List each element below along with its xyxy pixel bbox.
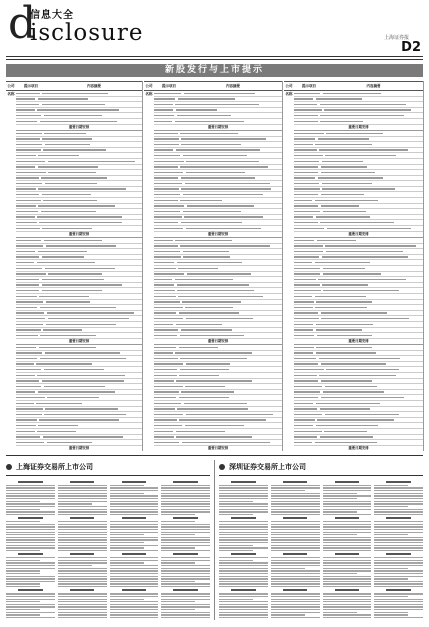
section-title-en: isclosure bbox=[30, 20, 144, 46]
listing-column-2 bbox=[144, 81, 283, 451]
column-header bbox=[144, 81, 282, 96]
section-title-cn: 信息大全 bbox=[30, 10, 74, 21]
announcement-title bbox=[6, 460, 210, 476]
page-number: D2 bbox=[401, 40, 421, 55]
text-column bbox=[161, 479, 210, 619]
column-header-summary: 内容摘要 bbox=[366, 84, 381, 88]
text-column bbox=[6, 479, 55, 619]
section-label: 重要日期安排 bbox=[294, 446, 423, 451]
listing-column-1 bbox=[6, 81, 143, 451]
announcement-title bbox=[219, 460, 423, 476]
announcement-szse bbox=[219, 460, 423, 620]
column-header-summary: 内容摘要 bbox=[226, 84, 240, 88]
column-header-company: 公司名称 bbox=[285, 84, 293, 96]
column-header-company: 公司名称 bbox=[145, 84, 153, 96]
announcement-title-text: 深圳证券交易所上市公司 bbox=[229, 463, 306, 471]
listing-column-3 bbox=[284, 81, 424, 451]
masthead bbox=[0, 0, 429, 60]
section-label: 重要日期安排 bbox=[294, 232, 423, 238]
announcement-body bbox=[219, 479, 423, 619]
section-banner: 新股发行与上市提示 bbox=[6, 64, 423, 77]
section-label: 重要日期安排 bbox=[154, 446, 282, 451]
masthead-rule bbox=[6, 56, 423, 57]
column-header-summary: 内容摘要 bbox=[87, 84, 101, 88]
column-header-company: 公司名称 bbox=[7, 84, 15, 96]
column-header bbox=[6, 81, 142, 96]
announcement-sse bbox=[6, 460, 210, 620]
column-header-item: 提示项目 bbox=[24, 84, 38, 88]
section-rule bbox=[6, 455, 423, 456]
section-label: 重要日期安排 bbox=[16, 232, 142, 238]
text-column bbox=[323, 479, 372, 619]
text-column bbox=[374, 479, 423, 619]
listing-rows bbox=[294, 91, 423, 451]
column-header bbox=[284, 81, 423, 96]
announcement-body bbox=[6, 479, 210, 619]
column-header-item: 提示项目 bbox=[162, 84, 176, 88]
listing-rows bbox=[16, 91, 142, 451]
section-label: 重要日期安排 bbox=[154, 232, 282, 238]
text-column bbox=[271, 479, 320, 619]
masthead-rule-thin bbox=[6, 59, 423, 60]
announcement-title-text: 上海证券交易所上市公司 bbox=[16, 463, 93, 471]
section-label: 重要日期安排 bbox=[294, 125, 423, 131]
section-label: 重要日期安排 bbox=[16, 339, 142, 345]
column-divider bbox=[214, 460, 215, 620]
section-label: 重要日期安排 bbox=[154, 125, 282, 131]
section-label: 重要日期安排 bbox=[294, 339, 423, 345]
column-header-item: 提示项目 bbox=[302, 84, 316, 88]
text-column bbox=[219, 479, 268, 619]
section-label: 重要日期安排 bbox=[154, 339, 282, 345]
text-column bbox=[110, 479, 159, 619]
bullet-icon bbox=[6, 464, 12, 470]
text-column bbox=[58, 479, 107, 619]
listing-rows bbox=[154, 91, 282, 451]
masthead-initial: d bbox=[8, 0, 37, 49]
paper-name: 上海证券报 bbox=[383, 35, 409, 41]
section-label: 重要日期安排 bbox=[16, 125, 142, 131]
bullet-icon bbox=[219, 464, 225, 470]
section-label: 重要日期安排 bbox=[16, 446, 142, 451]
